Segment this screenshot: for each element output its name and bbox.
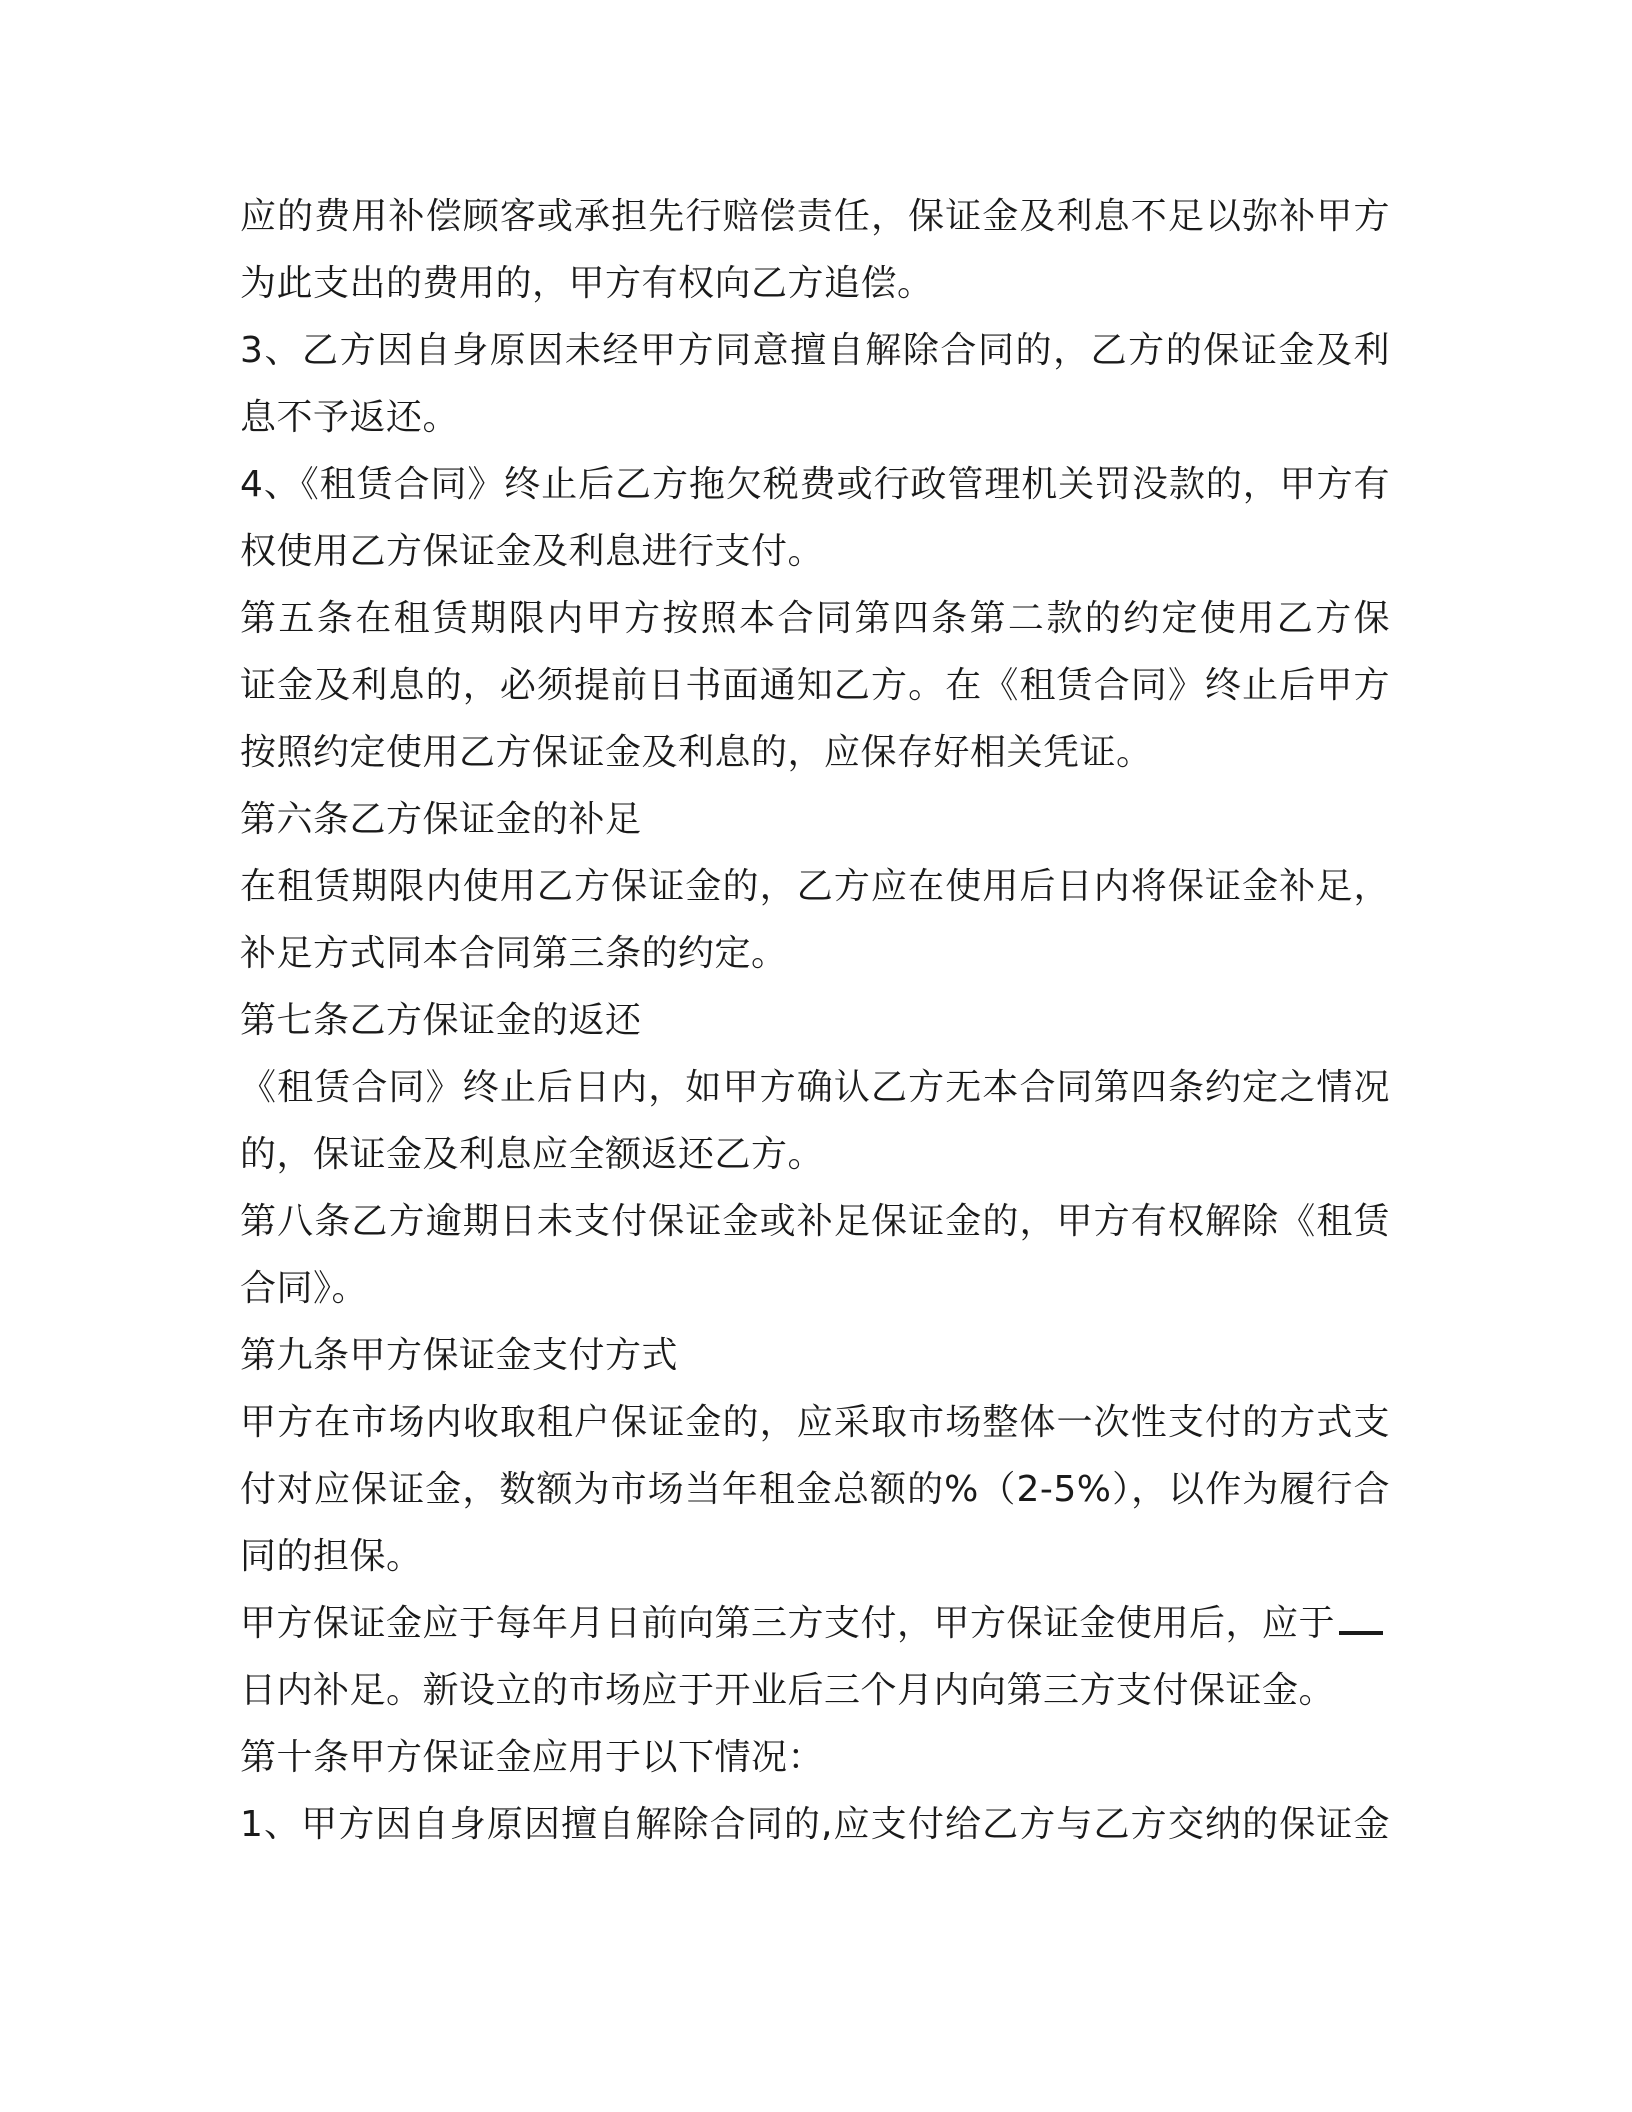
paragraph-line: 《租赁合同》终止后日内，如甲方确认乙方无本合同第四条约定之情况 [240, 1067, 1390, 1108]
paragraph-line: 合同》。 [240, 1268, 369, 1309]
section-heading: 第十条甲方保证金应用于以下情况： [240, 1737, 825, 1778]
paragraph-line: 第八条乙方逾期日未支付保证金或补足保证金的，甲方有权解除《租赁 [240, 1201, 1390, 1242]
section-heading: 第九条甲方保证金支付方式 [240, 1335, 679, 1376]
section-heading: 第六条乙方保证金的补足 [240, 799, 642, 840]
paragraph-line: 在租赁期限内使用乙方保证金的，乙方应在使用后日内将保证金补足， [240, 866, 1390, 907]
section-heading: 第七条乙方保证金的返还 [240, 1000, 642, 1041]
paragraph-line: 为此支出的费用的，甲方有权向乙方追偿。 [240, 263, 934, 304]
paragraph-line: 3、乙方因自身原因未经甲方同意擅自解除合同的，乙方的保证金及利 [240, 330, 1390, 371]
paragraph-line: 甲方在市场内收取租户保证金的，应采取市场整体一次性支付的方式支 [240, 1402, 1390, 1443]
paragraph-line: 证金及利息的，必须提前日书面通知乙方。在《租赁合同》终止后甲方 [240, 665, 1390, 706]
paragraph-line: 息不予返还。 [240, 397, 460, 438]
paragraph-line: 应的费用补偿顾客或承担先行赔偿责任，保证金及利息不足以弥补甲方 [240, 196, 1390, 237]
paragraph-line: 4、《租赁合同》终止后乙方拖欠税费或行政管理机关罚没款的，甲方有 [240, 464, 1390, 505]
fill-in-blank-line [1339, 1601, 1383, 1635]
paragraph-line: 1、甲方因自身原因擅自解除合同的,应支付给乙方与乙方交纳的保证金 [240, 1804, 1390, 1845]
document-page [240, 183, 1390, 1858]
paragraph-line: 付对应保证金，数额为市场当年租金总额的%（2-5%），以作为履行合 [240, 1469, 1390, 1510]
paragraph-text: 甲方保证金应于每年月日前向第三方支付，甲方保证金使用后，应于 [240, 1603, 1336, 1644]
paragraph-line: 补足方式同本合同第三条的约定。 [240, 933, 788, 974]
paragraph-line: 日内补足。新设立的市场应于开业后三个月内向第三方支付保证金。 [240, 1670, 1336, 1711]
paragraph-line: 同的担保。 [240, 1536, 423, 1577]
paragraph-line: 第五条在租赁期限内甲方按照本合同第四条第二款的约定使用乙方保 [240, 598, 1390, 639]
paragraph-line-with-blank [240, 1590, 1390, 1657]
paragraph-line: 的，保证金及利息应全额返还乙方。 [240, 1134, 825, 1175]
paragraph-line: 按照约定使用乙方保证金及利息的，应保存好相关凭证。 [240, 732, 1153, 773]
paragraph-line: 权使用乙方保证金及利息进行支付。 [240, 531, 825, 572]
